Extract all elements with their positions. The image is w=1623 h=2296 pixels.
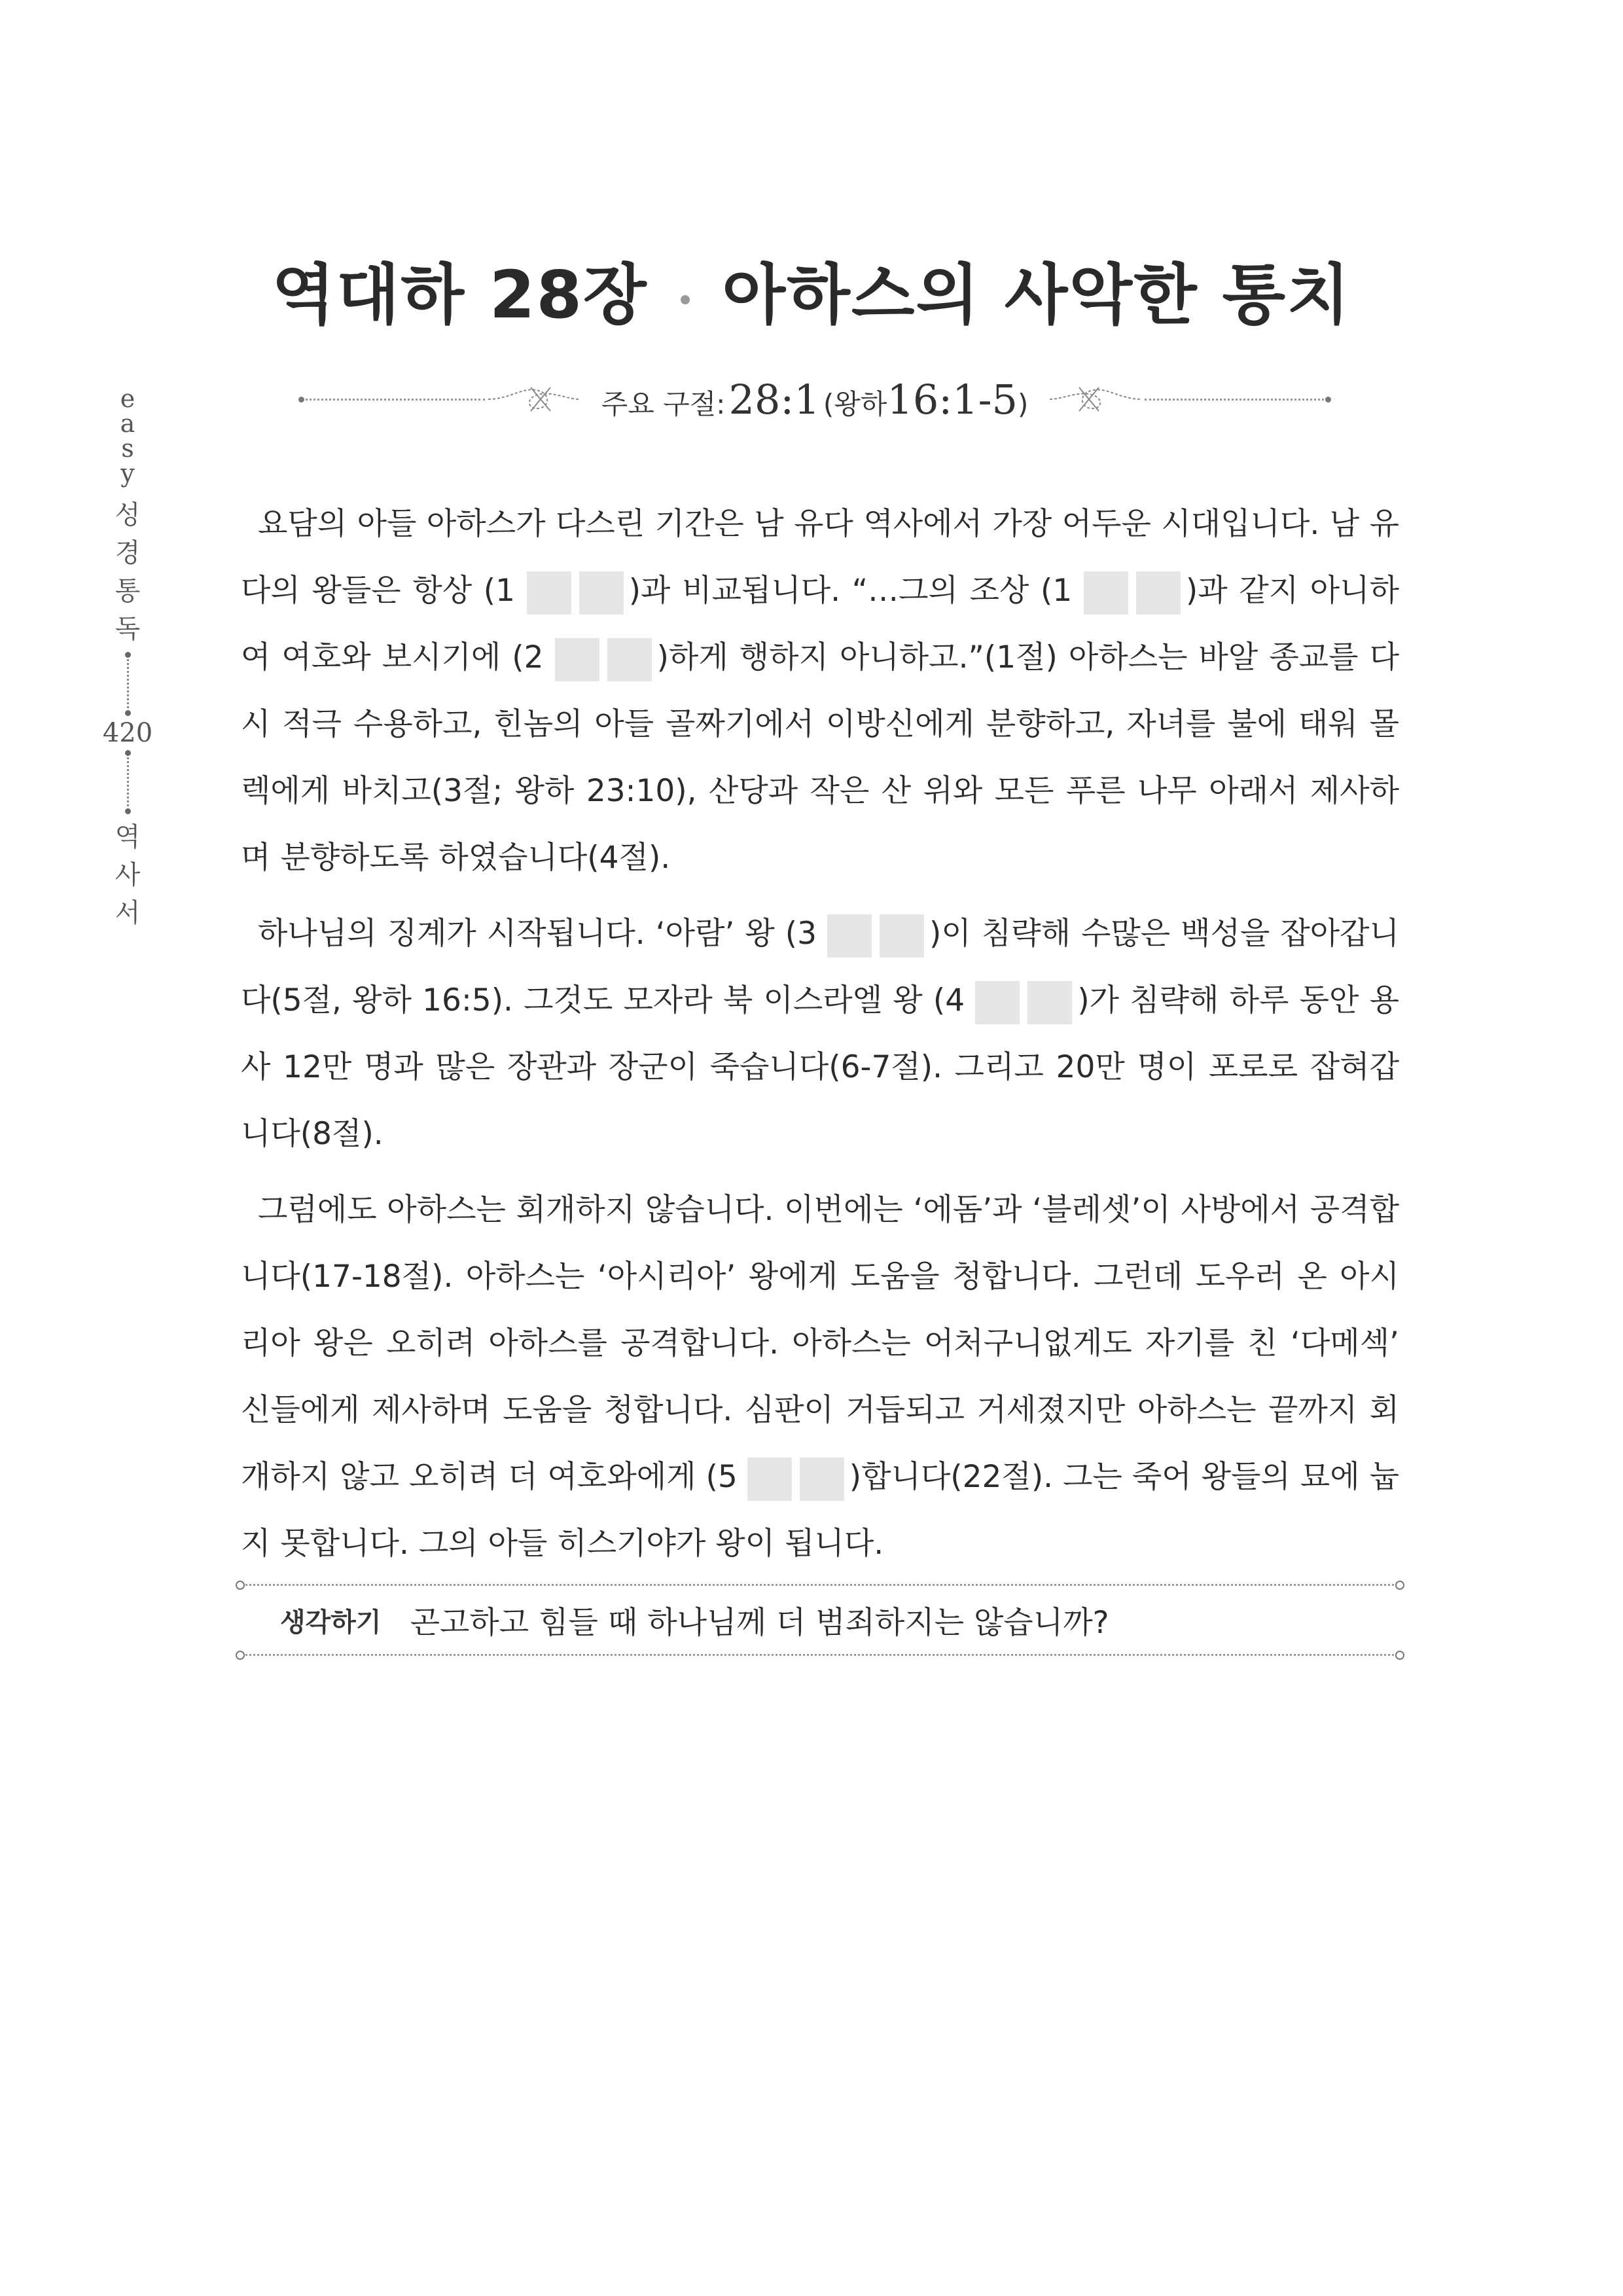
series-title-korean bbox=[115, 496, 141, 648]
parallel-prefix: (왕하 bbox=[823, 387, 887, 420]
paragraph bbox=[241, 901, 1399, 1168]
text-segment: 그럼에도 아하스는 회개하지 않습니다. 이번에는 ‘에돔’과 ‘블레셋’이 사방에서 공격합니다(17-18절). 아하스는 ‘아시리아’ 왕에게 도움을 청합니다. 그런데 도우러 온 아시리아 왕은 오히려 아하스를 공격합니다. 아하스는 어처구니없게도 자기를 친 ‘다메섹’ 신들에게 제사하며 도움을 청합니다. 심판이 거듭되고 거세졌지만 아하스는 끝까지 회개하지 않고 오히려 더 여호와에게 (5 bbox=[241, 1192, 1399, 1495]
side-letter: y bbox=[120, 459, 135, 488]
paragraph bbox=[241, 491, 1399, 891]
text-segment: )과 같지 아니하여 여호와 보시기에 (2 bbox=[241, 573, 1399, 675]
page-title bbox=[0, 242, 1623, 336]
side-letter: e bbox=[120, 384, 135, 413]
side-letter: 경 bbox=[115, 538, 141, 568]
text-segment: 요담의 아들 아하스가 다스린 기간은 남 유다 역사에서 가장 어두운 시대입니다. 남 유다의 왕들은 항상 (1 bbox=[241, 506, 1399, 609]
key-verse-row bbox=[301, 363, 1329, 435]
side-running-header bbox=[92, 386, 164, 932]
dotted-rule bbox=[241, 1654, 1399, 1656]
fill-in-blank bbox=[827, 914, 925, 958]
dotted-rule bbox=[301, 399, 485, 401]
series-title-latin bbox=[120, 386, 135, 486]
text-segment: )하게 행하지 아니하고.”(1절) 아하스는 바알 종교를 다시 적극 수용하고, 힌놈의 아들 골짜기에서 이방신에게 분향하고, 자녀를 불에 태워 몰렉에게 바치고(3절; 왕하 23:10), 산당과 작은 산 위와 모든 푸른 나무 아래서 제사하며 분향하도록 하였습니다(4절). bbox=[241, 639, 1399, 876]
key-verse-reference: 28:1 bbox=[728, 375, 820, 423]
key-verse bbox=[583, 376, 1047, 423]
text-segment: )과 비교됩니다. “…그의 조상 (1 bbox=[628, 573, 1073, 609]
side-letter: 통 bbox=[115, 576, 141, 606]
title-chapter: 역대하 28장 bbox=[272, 257, 648, 333]
reflection-question: 곤고하고 힘들 때 하나님께 더 범죄하지는 않습니까? bbox=[410, 1604, 1109, 1641]
text-segment: 하나님의 징계가 시작됩니다. ‘아람’ 왕 (3 bbox=[258, 916, 817, 952]
side-letter: 성 bbox=[115, 500, 141, 530]
fill-in-blank bbox=[555, 638, 653, 681]
parallel-suffix: ) bbox=[1018, 387, 1029, 420]
title-subject: 아하스의 사악한 통치 bbox=[722, 257, 1351, 333]
fill-in-blank bbox=[527, 571, 625, 615]
side-letter: a bbox=[120, 409, 135, 438]
reflection-label: 생각하기 bbox=[280, 1607, 382, 1638]
text-segment: )이 침략해 수많은 백성을 잡아갑니다(5절, 왕하 16:5). 그것도 모자라 북 이스라엘 왕 (4 bbox=[241, 916, 1399, 1018]
key-verse-label: 주요 구절: bbox=[601, 387, 726, 420]
fill-in-blank bbox=[747, 1458, 846, 1501]
side-letter: 사 bbox=[115, 860, 141, 890]
paragraph bbox=[241, 1177, 1399, 1577]
side-letter: s bbox=[121, 434, 134, 463]
title-separator-dot bbox=[681, 295, 690, 304]
dotted-rule bbox=[1145, 399, 1329, 401]
reflection-box bbox=[241, 1584, 1399, 1656]
flourish-ornament-icon bbox=[1046, 380, 1145, 419]
body-text bbox=[241, 491, 1399, 1587]
side-letter: 독 bbox=[115, 614, 141, 644]
text-segment: )합니다(22절). 그는 죽어 왕들의 묘에 눕지 못합니다. 그의 아들 히스기야가 왕이 됩니다. bbox=[241, 1459, 1399, 1562]
divider-tick bbox=[127, 655, 129, 713]
side-letter: 역 bbox=[115, 822, 141, 852]
text-segment: )가 침략해 하루 동안 용사 12만 명과 많은 장관과 장군이 죽습니다(6-7절). 그리고 20만 명이 포로로 잡혀갑니다(8절). bbox=[241, 982, 1399, 1152]
page-number: 420 bbox=[102, 718, 153, 748]
fill-in-blank bbox=[1084, 571, 1182, 615]
parallel-reference: 16:1-5 bbox=[887, 375, 1018, 423]
fill-in-blank bbox=[975, 981, 1073, 1024]
flourish-ornament-icon bbox=[485, 380, 583, 419]
section-title bbox=[115, 818, 141, 932]
side-letter: 서 bbox=[115, 898, 141, 928]
divider-tick bbox=[127, 753, 129, 812]
